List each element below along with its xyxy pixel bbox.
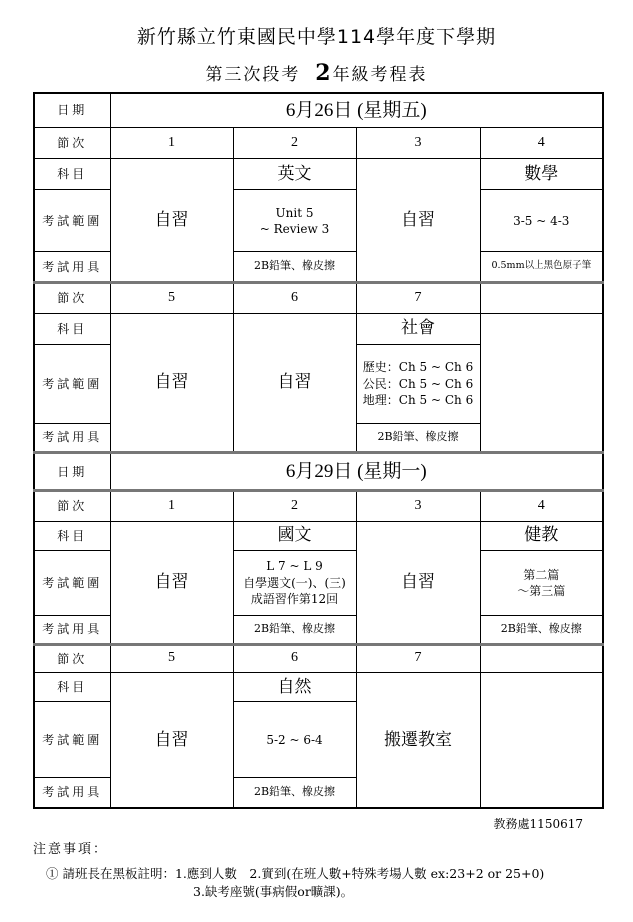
period-cell: 4 <box>480 491 603 521</box>
period-cell: 1 <box>110 127 233 158</box>
period-label: 節次 <box>34 127 110 158</box>
date-label: 日期 <box>34 93 110 127</box>
range-line: ～第三篇 <box>517 583 566 598</box>
move-classroom-cell: 搬遷教室 <box>356 673 480 808</box>
self-study-cell: 自習 <box>233 313 356 452</box>
subject-math: 數學 <box>480 159 603 190</box>
subject-label: 科目 <box>34 673 110 702</box>
exam-title <box>0 60 633 86</box>
tools-label: 考試用具 <box>34 778 110 808</box>
day1-period-row-a <box>34 127 603 158</box>
period-cell <box>480 283 603 313</box>
period-cell: 2 <box>233 491 356 521</box>
range-label: 考試範圍 <box>34 550 110 615</box>
range-label: 考試範圍 <box>34 702 110 778</box>
range-english <box>233 190 356 252</box>
subject-social: 社會 <box>356 313 480 344</box>
tools-science: 2B鉛筆、橡皮擦 <box>233 778 356 808</box>
self-study-cell: 自習 <box>110 673 233 808</box>
day2-date-row <box>34 452 603 490</box>
subject-label: 科目 <box>34 521 110 550</box>
day1-date: 6月26日 (星期五) <box>110 93 603 127</box>
period-cell: 6 <box>233 283 356 313</box>
period-label: 節次 <box>34 644 110 672</box>
period-cell: 6 <box>233 644 356 672</box>
exam-suffix: 年級考程表 <box>332 65 428 85</box>
tools-label: 考試用具 <box>34 252 110 283</box>
self-study-cell: 自習 <box>356 159 480 283</box>
tools-english: 2B鉛筆、橡皮擦 <box>233 252 356 283</box>
day2-period-row-a <box>34 491 603 521</box>
day2-date: 6月29日 (星期一) <box>110 452 603 490</box>
period-label: 節次 <box>34 283 110 313</box>
subject-label: 科目 <box>34 159 110 190</box>
self-study-cell: 自習 <box>110 159 233 283</box>
period-cell: 3 <box>356 491 480 521</box>
range-line: 地理：Ch 5 ~ Ch 6 <box>362 392 474 407</box>
date-label: 日期 <box>34 452 110 490</box>
range-health <box>480 550 603 615</box>
day2-period-row-b <box>34 644 603 672</box>
tools-health: 2B鉛筆、橡皮擦 <box>480 615 603 644</box>
period-cell: 2 <box>233 127 356 158</box>
day1-date-row <box>34 93 603 127</box>
range-line: ~ Review 3 <box>259 221 330 236</box>
period-cell: 7 <box>356 644 480 672</box>
tools-label: 考試用具 <box>34 615 110 644</box>
range-line: L 7 ~ L 9 <box>266 559 323 574</box>
school-title: 新竹縣立竹東國民中學114學年度下學期 <box>136 26 497 48</box>
note-line-1: ① 請班長在黑板註明：1.應到人數 2.實到(在班人數+特殊考場人數 ex:23+2 or 25+0) <box>46 866 545 881</box>
exam-schedule-table <box>33 92 604 809</box>
range-social <box>356 344 480 423</box>
empty-cell <box>480 313 603 452</box>
notes-heading: 注意事項： <box>33 842 109 857</box>
subject-label: 科目 <box>34 313 110 344</box>
self-study-cell: 自習 <box>110 313 233 452</box>
period-cell: 5 <box>110 283 233 313</box>
grade-number: 2 <box>315 60 333 86</box>
tools-chinese: 2B鉛筆、橡皮擦 <box>233 615 356 644</box>
tools-label: 考試用具 <box>34 423 110 452</box>
period-cell: 7 <box>356 283 480 313</box>
self-study-cell: 自習 <box>356 521 480 644</box>
period-cell: 4 <box>480 127 603 158</box>
subject-health: 健教 <box>480 521 603 550</box>
period-label: 節次 <box>34 491 110 521</box>
tools-math: 0.5mm以上黑色原子筆 <box>480 252 603 283</box>
note-line-2: 3.缺考座號(事病假or曠課)。 <box>193 884 354 899</box>
range-line: 自學選文(一)、(三) <box>243 575 346 590</box>
exam-prefix: 第三次段考 <box>205 65 301 85</box>
range-line: 成語習作第12回 <box>250 591 339 606</box>
range-label: 考試範圍 <box>34 344 110 423</box>
range-science: 5-2 ~ 6-4 <box>233 702 356 778</box>
empty-cell <box>480 673 603 808</box>
self-study-cell: 自習 <box>110 521 233 644</box>
subject-english: 英文 <box>233 159 356 190</box>
subject-chinese: 國文 <box>233 521 356 550</box>
period-cell <box>480 644 603 672</box>
range-line: 第二篇 <box>523 567 560 582</box>
day1-period-row-b <box>34 283 603 313</box>
range-line: 公民：Ch 5 ~ Ch 6 <box>362 376 474 391</box>
period-cell: 5 <box>110 644 233 672</box>
range-chinese <box>233 550 356 615</box>
range-label: 考試範圍 <box>34 190 110 252</box>
range-line: Unit 5 <box>275 205 314 220</box>
subject-science: 自然 <box>233 673 356 702</box>
period-cell: 1 <box>110 491 233 521</box>
range-math: 3-5 ~ 4-3 <box>480 190 603 252</box>
range-line: 歷史：Ch 5 ~ Ch 6 <box>362 360 474 375</box>
tools-social: 2B鉛筆、橡皮擦 <box>356 423 480 452</box>
document-id: 教務處1150617 <box>493 817 583 831</box>
period-cell: 3 <box>356 127 480 158</box>
